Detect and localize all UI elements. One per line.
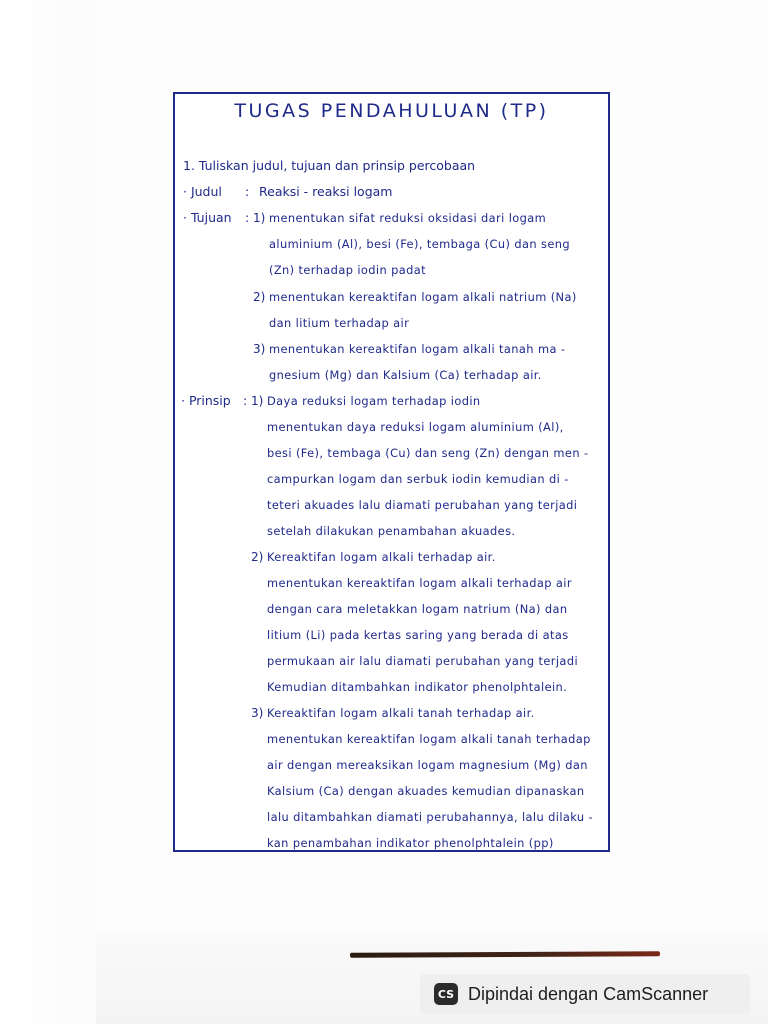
tujuan-item-line: aluminium (Al), besi (Fe), tembaga (Cu) dan seng <box>269 237 570 251</box>
judul-separator: : <box>245 184 250 199</box>
camscanner-watermark <box>420 974 750 1014</box>
prinsip-item-line: menentukan kereaktifan logam alkali terhadap air <box>267 576 572 590</box>
page-margin <box>0 0 96 1024</box>
handwritten-frame <box>173 92 610 852</box>
question-text: 1. Tuliskan judul, tujuan dan prinsip percobaan <box>183 158 476 173</box>
prinsip-item-line: teteri akuades lalu diamati perubahan yang terjadi <box>267 498 578 512</box>
camscanner-logo-icon: CS <box>434 983 458 1005</box>
prinsip-item-number: 1) <box>251 394 264 408</box>
judul-value: Reaksi - reaksi logam <box>259 184 393 199</box>
prinsip-separator: : <box>243 393 248 408</box>
tujuan-item-line: menentukan kereaktifan logam alkali tanah ma - <box>269 342 566 356</box>
prinsip-item-line: permukaan air lalu diamati perubahan yang terjadi <box>267 654 579 668</box>
prinsip-item-line: setelah dilakukan penambahan akuades. <box>267 524 516 538</box>
prinsip-item-number: 2) <box>251 550 264 564</box>
prinsip-item-line: lalu ditambahkan diamati perubahannya, lalu dilaku - <box>267 810 594 824</box>
prinsip-item-line: Daya reduksi logam terhadap iodin <box>267 394 481 408</box>
tujuan-item-number: 3) <box>253 342 266 356</box>
prinsip-item-line: Kereaktifan logam alkali tanah terhadap air. <box>267 706 535 720</box>
prinsip-item-line: menentukan kereaktifan logam alkali tanah terhadap <box>267 732 591 746</box>
document-title: TUGAS PENDAHULUAN (TP) <box>234 100 549 122</box>
tujuan-item-number: 1) <box>253 211 266 225</box>
prinsip-item-line: besi (Fe), tembaga (Cu) dan seng (Zn) dengan men - <box>267 446 589 460</box>
prinsip-label: · Prinsip <box>181 393 231 408</box>
judul-label: · Judul <box>183 184 222 199</box>
prinsip-item-line: litium (Li) pada kertas saring yang berada di atas <box>267 628 569 642</box>
tujuan-item-line: dan litium terhadap air <box>269 316 410 330</box>
prinsip-item-line: kan penambahan indikator phenolphtalein (pp) <box>267 836 554 850</box>
prinsip-item-number: 3) <box>251 706 264 720</box>
prinsip-item-line: dengan cara meletakkan logam natrium (Na) dan <box>267 602 568 616</box>
prinsip-item-line: Kereaktifan logam alkali terhadap air. <box>267 550 496 564</box>
tujuan-label: · Tujuan <box>183 210 232 225</box>
tujuan-item-number: 2) <box>253 290 266 304</box>
tujuan-item-line: menentukan sifat reduksi oksidasi dari logam <box>269 211 547 225</box>
tujuan-separator: : <box>245 210 250 225</box>
tujuan-item-line: (Zn) terhadap iodin padat <box>269 263 427 277</box>
prinsip-item-line: Kalsium (Ca) dengan akuades kemudian dipanaskan <box>267 784 585 798</box>
prinsip-item-line: menentukan daya reduksi logam aluminium (Al), <box>267 420 564 434</box>
tujuan-item-line: gnesium (Mg) dan Kalsium (Ca) terhadap air. <box>269 368 542 382</box>
prinsip-item-line: Kemudian ditambahkan indikator phenolphtalein. <box>267 680 568 694</box>
camscanner-text: Dipindai dengan CamScanner <box>468 983 709 1004</box>
tujuan-item-line: menentukan kereaktifan logam alkali natrium (Na) <box>269 290 577 304</box>
prinsip-item-line: campurkan logam dan serbuk iodin kemudian di - <box>267 472 569 486</box>
prinsip-item-line: air dengan mereaksikan logam magnesium (Mg) dan <box>267 758 588 772</box>
